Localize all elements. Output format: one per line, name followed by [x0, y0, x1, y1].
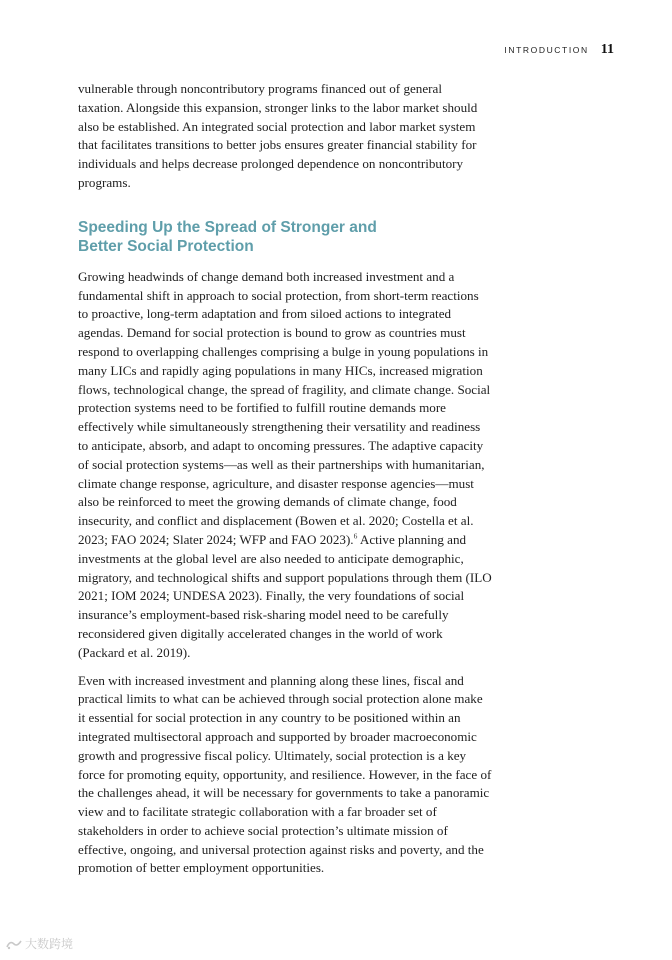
section-heading: Speeding Up the Spread of Stronger and Better Social Protection [78, 218, 377, 255]
paragraph-multisectoral: Even with increased investment and planning along these lines, fiscal and practical limits to what can be achieved through social protection alone make it essential for social protection in any country to be positioned within an integrated multisectoral approach and supported by broader macroeconomic growth and progressive fiscal policy. Ultimately, social protection is a key force for promoting equity, opportunity, and resilience. However, in the face of the challenges ahead, it will be necessary for governments to take a panoramic view and to facilitate strategic collaboration with a far broader set of stakeholders in order to achieve social protection’s ultimate mission of effective, ongoing, and universal protection against risks and poverty, and the promotion of better employment opportunities. [78, 672, 492, 876]
watermark-text: 大数跨境 [25, 937, 74, 951]
logo-icon [6, 938, 22, 950]
running-head-section: INTRODUCTION [504, 45, 589, 55]
paragraph-headwinds-continuation: Active planning and investments at the global level are also needed to anticipate demographic, migratory, and technological shifts and support populations through them (ILO 2021; IOM 2024; UNDESA 2023). Finally, the very foundations of social insurance’s employment-based risk-sharing model need to be carefully reconsidered given digitally accelerated changes in the world of work (Packard et al. 2019). [78, 531, 492, 660]
page-body [78, 80, 492, 878]
paragraph-headwinds-text: Growing headwinds of change demand both increased investment and a fundamental shift in approach to social protection, from short-term reactions to proactive, long-term adaptation and from siloed actions to integrated agendas. Demand for social protection is bound to grow as countries must respond to overlapping challenges comprising a bulge in young populations in many LICs and rapidly aging populations in many HICs, increased migration flows, technological change, the spread of fragility, and climate change. Social protection systems need to be fortified to fulfill routine demands more effectively while simultaneously strengthening their versatility and readiness to anticipate, absorb, and adapt to oncoming pressures. The adaptive capacity of social protection systems—as well as their partnerships with humanitarian, climate change response, agriculture, and disaster response agencies—must also be reinforced to meet the growing demands of climate change, food insecurity, and conflict and displacement (Bowen et al. 2020; Costella et al. 2023; FAO 2024; Slater 2024; WFP and FAO 2023). [78, 268, 491, 547]
page-number: 11 [600, 42, 614, 57]
footnote-marker[interactable]: 6 [353, 531, 358, 541]
running-header [504, 42, 614, 58]
paragraph-headwinds [78, 268, 492, 663]
watermark [6, 935, 73, 952]
paragraph-intro: vulnerable through noncontributory programs financed out of general taxation. Alongside this expansion, stronger links to the labor market should also be established. An integrated social protection and labor market system that facilitates transitions to better jobs ensures greater financial stability for individuals and helps decrease prolonged dependence on noncontributory programs. [78, 81, 478, 190]
